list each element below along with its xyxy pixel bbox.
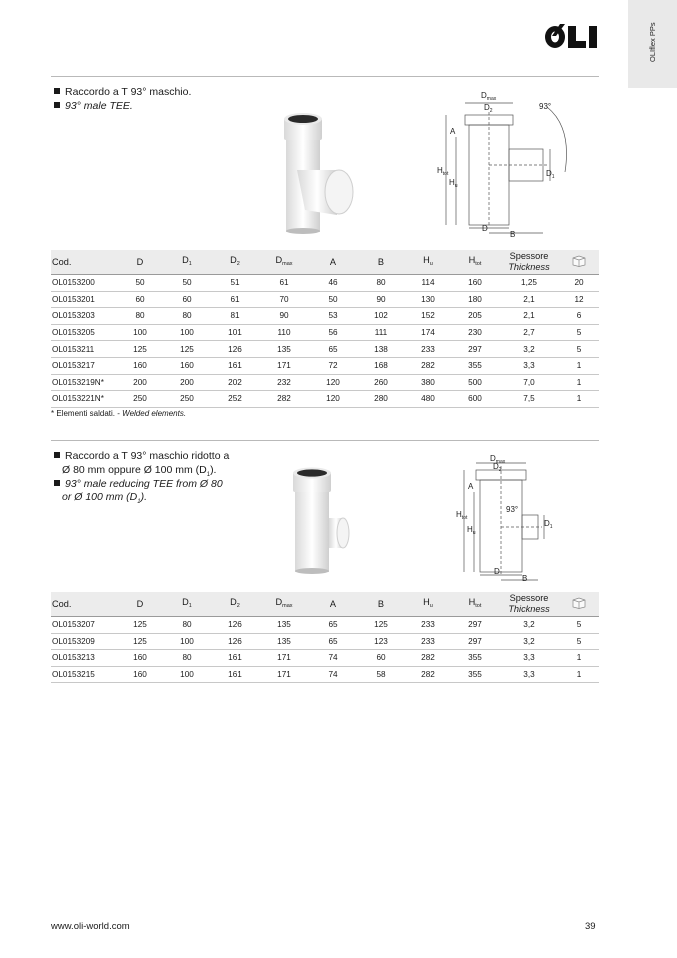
table-cell: 160 xyxy=(163,357,211,374)
table-cell: 72 xyxy=(309,357,357,374)
dim-a-label: A xyxy=(450,127,456,136)
section1-top-rule xyxy=(51,76,599,77)
table-row xyxy=(51,291,599,308)
table-cell: 74 xyxy=(309,666,357,683)
dim-angle-label: 93° xyxy=(539,102,552,111)
dim-hu-label: $H_u$ xyxy=(449,178,458,189)
table-cell: 130 xyxy=(405,291,451,308)
col-header-pack xyxy=(559,592,599,617)
table-cell: 1 xyxy=(559,666,599,683)
table-cell: 297 xyxy=(451,341,499,358)
table-cell: 3,2 xyxy=(499,617,559,634)
dim-a-label: A xyxy=(468,482,474,491)
col-header-thickness: Spessore Thickness xyxy=(499,250,559,275)
table-cell: 3,2 xyxy=(499,341,559,358)
table-cell: 53 xyxy=(309,308,357,325)
table-cell: 65 xyxy=(309,633,357,650)
table-cell: 20 xyxy=(559,275,599,292)
table-cell: 80 xyxy=(163,650,211,667)
table-row xyxy=(51,391,599,408)
table-cell: 111 xyxy=(357,324,405,341)
table-cell: 90 xyxy=(259,308,309,325)
table-cell: 125 xyxy=(117,617,163,634)
table-row xyxy=(51,666,599,683)
table-cell: 355 xyxy=(451,357,499,374)
bullet-icon xyxy=(54,88,60,94)
table-cell: 126 xyxy=(211,633,259,650)
table-cell: 3,3 xyxy=(499,666,559,683)
table-cell: 3,2 xyxy=(499,633,559,650)
table-cell: 3,3 xyxy=(499,650,559,667)
side-category-tab xyxy=(628,0,677,88)
table-cell: 205 xyxy=(451,308,499,325)
col-header-htot: $H_{tot}$ xyxy=(451,250,499,275)
table-cell: 90 xyxy=(357,291,405,308)
table-cell: 233 xyxy=(405,617,451,634)
table-cell: 80 xyxy=(163,308,211,325)
table-cell: 5 xyxy=(559,617,599,634)
footer-website-link[interactable]: www.oli-world.com xyxy=(51,921,130,932)
table-cell: 5 xyxy=(559,341,599,358)
table-cell: 480 xyxy=(405,391,451,408)
table-cell: 250 xyxy=(163,391,211,408)
table-row xyxy=(51,633,599,650)
table-header-row xyxy=(51,250,599,275)
table-cell: 6 xyxy=(559,308,599,325)
table-cell: 161 xyxy=(211,650,259,667)
table-row xyxy=(51,617,599,634)
product-code-cell: OL0153201 xyxy=(51,291,117,308)
table-cell: 61 xyxy=(259,275,309,292)
col-header-htot: $H_{tot}$ xyxy=(451,592,499,617)
product-code-cell: OL0153205 xyxy=(51,324,117,341)
table-cell: 2,1 xyxy=(499,308,559,325)
table-cell: 282 xyxy=(259,391,309,408)
table-cell: 120 xyxy=(309,391,357,408)
product-code-cell: OL0153221N* xyxy=(51,391,117,408)
table-cell: 282 xyxy=(405,357,451,374)
table-cell: 232 xyxy=(259,374,309,391)
table-cell: 100 xyxy=(117,324,163,341)
pack-icon xyxy=(572,255,586,267)
table-cell: 202 xyxy=(211,374,259,391)
table-cell: 80 xyxy=(357,275,405,292)
table-cell: 138 xyxy=(357,341,405,358)
table-cell: 100 xyxy=(163,666,211,683)
table-cell: 282 xyxy=(405,666,451,683)
table-cell: 100 xyxy=(163,324,211,341)
tee-product-image xyxy=(275,110,360,235)
table-cell: 120 xyxy=(309,374,357,391)
table-cell: 160 xyxy=(451,275,499,292)
col-header-code: Cod. xyxy=(51,592,117,617)
page-number: 39 xyxy=(585,921,596,932)
table-cell: 65 xyxy=(309,341,357,358)
table-cell: 233 xyxy=(405,341,451,358)
table-cell: 7,0 xyxy=(499,374,559,391)
section2-title-en-line2: or Ø 100 mm $(D_1)$. xyxy=(62,491,148,506)
col-header-b: B xyxy=(357,592,405,617)
product-code-cell: OL0153200 xyxy=(51,275,117,292)
table-cell: 60 xyxy=(117,291,163,308)
product-code-cell: OL0153203 xyxy=(51,308,117,325)
table-cell: 101 xyxy=(211,324,259,341)
table-cell: 1 xyxy=(559,374,599,391)
dim-dmax-label: $D_{max}$ xyxy=(490,454,506,465)
table-cell: 174 xyxy=(405,324,451,341)
section2-title-it: Raccordo a T 93° maschio ridotto a xyxy=(54,450,229,463)
table-cell: 135 xyxy=(259,617,309,634)
bullet-icon xyxy=(54,102,60,108)
table-cell: 61 xyxy=(211,291,259,308)
table-cell: 58 xyxy=(357,666,405,683)
section1-title-it: Raccordo a T 93° maschio. xyxy=(54,86,191,99)
product-code-cell: OL0153207 xyxy=(51,617,117,634)
table-cell: 500 xyxy=(451,374,499,391)
table-cell: 135 xyxy=(259,633,309,650)
table-row xyxy=(51,374,599,391)
table-cell: 110 xyxy=(259,324,309,341)
table-row xyxy=(51,308,599,325)
product-code-cell: OL0153211 xyxy=(51,341,117,358)
col-header-dmax: $D_{max}$ xyxy=(259,592,309,617)
table-cell: 81 xyxy=(211,308,259,325)
dim-d2-label: $D_2$ xyxy=(493,462,502,473)
col-header-d2: $D_2$ xyxy=(211,250,259,275)
table-cell: 50 xyxy=(309,291,357,308)
table-cell: 80 xyxy=(163,617,211,634)
table-cell: 2,1 xyxy=(499,291,559,308)
section1-title-en: 93° male TEE. xyxy=(54,100,133,113)
table-cell: 160 xyxy=(117,357,163,374)
reducing-tee-product-image xyxy=(285,466,355,576)
table-cell: 60 xyxy=(163,291,211,308)
col-header-code: Cod. xyxy=(51,250,117,275)
table-cell: 161 xyxy=(211,357,259,374)
bullet-icon xyxy=(54,452,60,458)
table-cell: 260 xyxy=(357,374,405,391)
table-cell: 297 xyxy=(451,633,499,650)
col-header-a: A xyxy=(309,250,357,275)
table-cell: 171 xyxy=(259,357,309,374)
table-cell: 80 xyxy=(117,308,163,325)
section2-title-it-line2: Ø 80 mm oppure Ø 100 mm $(D_1)$. xyxy=(62,464,217,479)
table-cell: 123 xyxy=(357,633,405,650)
table-cell: 152 xyxy=(405,308,451,325)
table-row xyxy=(51,324,599,341)
table-cell: 1 xyxy=(559,391,599,408)
col-header-d1: $D_1$ xyxy=(163,592,211,617)
table-cell: 5 xyxy=(559,324,599,341)
table-cell: 160 xyxy=(117,650,163,667)
table-cell: 355 xyxy=(451,666,499,683)
table-cell: 114 xyxy=(405,275,451,292)
section2-top-rule xyxy=(51,440,599,441)
table-row xyxy=(51,341,599,358)
table-cell: 70 xyxy=(259,291,309,308)
product-code-cell: OL0153219N* xyxy=(51,374,117,391)
table-cell: 125 xyxy=(117,341,163,358)
table-header-row xyxy=(51,592,599,617)
table-cell: 65 xyxy=(309,617,357,634)
dim-hu-label: $H_u$ xyxy=(467,525,476,536)
dim-d-label: D xyxy=(482,224,488,233)
table-cell: 355 xyxy=(451,650,499,667)
table-cell: 51 xyxy=(211,275,259,292)
table-cell: 200 xyxy=(163,374,211,391)
table-cell: 7,5 xyxy=(499,391,559,408)
table-cell: 126 xyxy=(211,617,259,634)
dim-b-label: B xyxy=(510,230,516,239)
dim-d1-label: $D_1$ xyxy=(544,519,553,530)
table-cell: 50 xyxy=(163,275,211,292)
table-cell: 125 xyxy=(357,617,405,634)
table-cell: 102 xyxy=(357,308,405,325)
table-cell: 230 xyxy=(451,324,499,341)
table-cell: 74 xyxy=(309,650,357,667)
dim-b-label: B xyxy=(522,574,528,583)
table-cell: 180 xyxy=(451,291,499,308)
col-header-dmax: $D_{max}$ xyxy=(259,250,309,275)
dim-d2-label: $D_2$ xyxy=(484,103,493,114)
table-cell: 280 xyxy=(357,391,405,408)
table-cell: 2,7 xyxy=(499,324,559,341)
table-cell: 125 xyxy=(163,341,211,358)
table-cell: 1 xyxy=(559,650,599,667)
table-cell: 1,25 xyxy=(499,275,559,292)
col-header-d: D xyxy=(117,250,163,275)
table-cell: 161 xyxy=(211,666,259,683)
table-cell: 56 xyxy=(309,324,357,341)
table-cell: 5 xyxy=(559,633,599,650)
dim-htot-label: $H_{tot}$ xyxy=(456,510,468,521)
col-header-hu: $H_u$ xyxy=(405,250,451,275)
col-header-d1: $D_1$ xyxy=(163,250,211,275)
col-header-b: B xyxy=(357,250,405,275)
footnote: * Elementi saldati. - Welded elements. xyxy=(51,409,187,418)
col-header-a: A xyxy=(309,592,357,617)
section2-title-en: 93° male reducing TEE from Ø 80 xyxy=(54,478,223,491)
table-cell: 171 xyxy=(259,650,309,667)
product-code-cell: OL0153217 xyxy=(51,357,117,374)
table-cell: 200 xyxy=(117,374,163,391)
table-cell: 297 xyxy=(451,617,499,634)
table-cell: 160 xyxy=(117,666,163,683)
dim-htot-label: $H_{tot}$ xyxy=(437,166,449,177)
table-cell: 252 xyxy=(211,391,259,408)
table-cell: 600 xyxy=(451,391,499,408)
product-code-cell: OL0153213 xyxy=(51,650,117,667)
spec-table-tee xyxy=(51,250,599,408)
table-cell: 233 xyxy=(405,633,451,650)
bullet-icon xyxy=(54,480,60,486)
table-cell: 250 xyxy=(117,391,163,408)
product-code-cell: OL0153215 xyxy=(51,666,117,683)
spec-table-reducing-tee xyxy=(51,592,599,683)
table-cell: 125 xyxy=(117,633,163,650)
dim-d-label: D xyxy=(494,567,500,576)
side-tab-label: OLIflex PPs xyxy=(648,22,657,62)
dim-d1-label: $D_1$ xyxy=(546,169,555,180)
tee-technical-drawing xyxy=(432,87,582,239)
oli-logo xyxy=(543,22,601,52)
table-cell: 168 xyxy=(357,357,405,374)
dim-angle-label: 93° xyxy=(506,505,519,514)
product-code-cell: OL0153209 xyxy=(51,633,117,650)
col-header-d2: $D_2$ xyxy=(211,592,259,617)
table-cell: 100 xyxy=(163,633,211,650)
pack-icon xyxy=(572,597,586,609)
table-row xyxy=(51,650,599,667)
table-cell: 1 xyxy=(559,357,599,374)
table-row xyxy=(51,275,599,292)
table-cell: 50 xyxy=(117,275,163,292)
col-header-thickness: Spessore Thickness xyxy=(499,592,559,617)
table-cell: 282 xyxy=(405,650,451,667)
col-header-hu: $H_u$ xyxy=(405,592,451,617)
col-header-pack xyxy=(559,250,599,275)
table-cell: 12 xyxy=(559,291,599,308)
table-cell: 380 xyxy=(405,374,451,391)
table-cell: 46 xyxy=(309,275,357,292)
table-cell: 135 xyxy=(259,341,309,358)
table-cell: 60 xyxy=(357,650,405,667)
table-cell: 3,3 xyxy=(499,357,559,374)
col-header-d: D xyxy=(117,592,163,617)
reducing-tee-technical-drawing xyxy=(452,450,572,588)
table-cell: 171 xyxy=(259,666,309,683)
dim-dmax-label: $D_{max}$ xyxy=(481,91,497,102)
table-cell: 126 xyxy=(211,341,259,358)
table-row xyxy=(51,357,599,374)
